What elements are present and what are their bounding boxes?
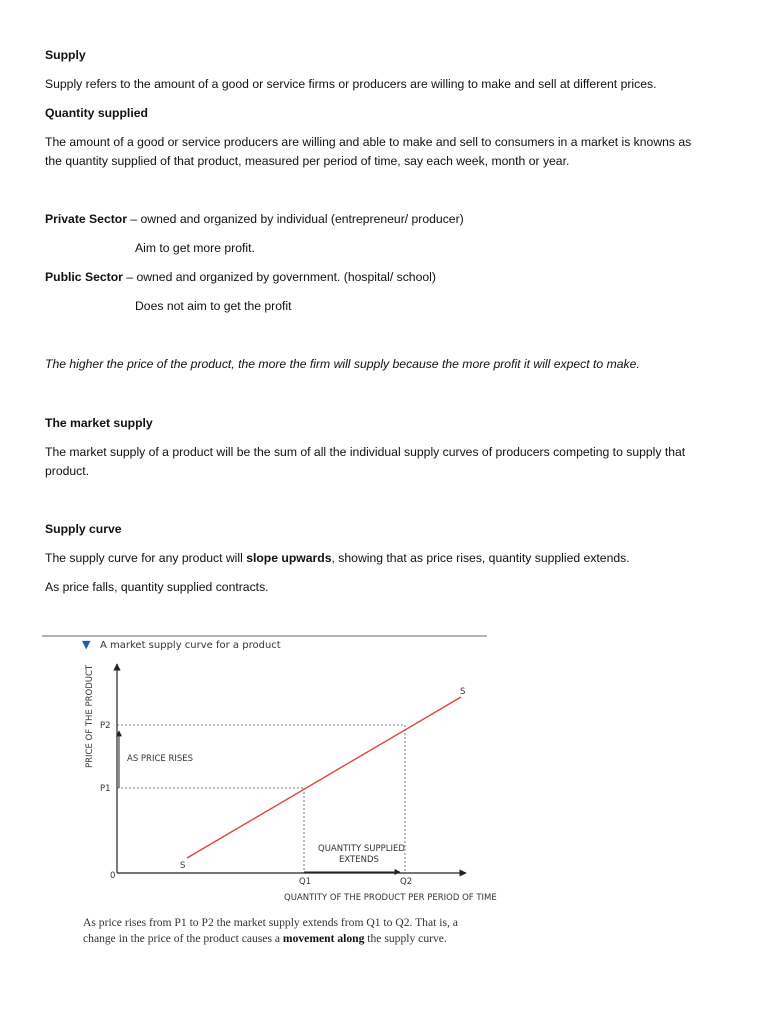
y-tick-label: P1	[100, 784, 111, 794]
market-supply-text-line-2: product.	[45, 464, 90, 478]
x-axis-label: QUANTITY OF THE PRODUCT PER PERIOD OF TIME	[284, 893, 497, 903]
slope-upwards-emphasis: slope upwards	[246, 551, 332, 565]
annotation-quantity-line-1: QUANTITY SUPPLIED	[318, 844, 405, 854]
supply-curve-line	[187, 697, 461, 858]
public-sector-label: Public Sector	[45, 270, 123, 284]
market-supply-text-line-1: The market supply of a product will be the sum of all the individual supply curves of producers competing to supply that	[45, 445, 686, 459]
supply-definition: Supply refers to the amount of a good or service firms or producers are willing to make and sell at different prices.	[45, 77, 657, 91]
y-tick-label: P2	[100, 721, 111, 731]
supply-curve-text-line-2: As price falls, quantity supplied contracts.	[45, 580, 269, 594]
quantity-supplied-text-line-1: The amount of a good or service producers are willing and able to make and sell to consumers in a market is knowns as	[45, 135, 692, 149]
x-tick-label: Q1	[299, 877, 312, 887]
origin-label: 0	[110, 871, 116, 881]
public-sector-description: – owned and organized by government. (hospital/ school)	[122, 270, 436, 284]
caption-text-post: the supply curve.	[364, 932, 447, 945]
annotation-quantity-line-2: EXTENDS	[339, 855, 379, 865]
public-sector-aim: Does not aim to get the profit	[135, 299, 292, 313]
y-axis-label: PRICE OF THE PRODUCT	[85, 664, 95, 768]
quantity-supplied-text-line-2: the quantity supplied of that product, measured per period of time, say each week, month or year.	[45, 154, 570, 168]
supply-curve-end-label: S	[460, 687, 466, 697]
caption-emphasis: movement along	[282, 932, 365, 945]
figure-title: A market supply curve for a product	[100, 640, 281, 651]
figure-caption-line-1: As price rises from P1 to P2 the market supply extends from Q1 to Q2. That is, a	[83, 916, 458, 929]
x-tick-label: Q2	[400, 877, 413, 887]
supply-heading: Supply	[45, 48, 86, 62]
profit-statement: The higher the price of the product, the more the firm will supply because the more profit it will expect to make.	[45, 357, 640, 371]
private-sector-description: – owned and organized by individual (entrepreneur/ producer)	[126, 212, 464, 226]
caption-text-pre: change in the price of the product causes a	[83, 932, 283, 945]
supply-curve-start-label: S	[180, 861, 186, 871]
private-sector-aim: Aim to get more profit.	[135, 241, 255, 255]
figure-title-marker-icon: ▼	[82, 638, 91, 651]
private-sector-label: Private Sector	[45, 212, 127, 226]
annotation-price-rises: AS PRICE RISES	[127, 754, 194, 764]
figure-caption-line-2	[83, 931, 447, 946]
supply-curve-text-pre: The supply curve for any product will	[45, 551, 247, 565]
market-supply-heading: The market supply	[45, 416, 153, 430]
supply-curve-heading: Supply curve	[45, 522, 122, 536]
quantity-supplied-heading: Quantity supplied	[45, 106, 148, 120]
supply-curve-text-post: , showing that as price rises, quantity supplied extends.	[331, 551, 630, 565]
